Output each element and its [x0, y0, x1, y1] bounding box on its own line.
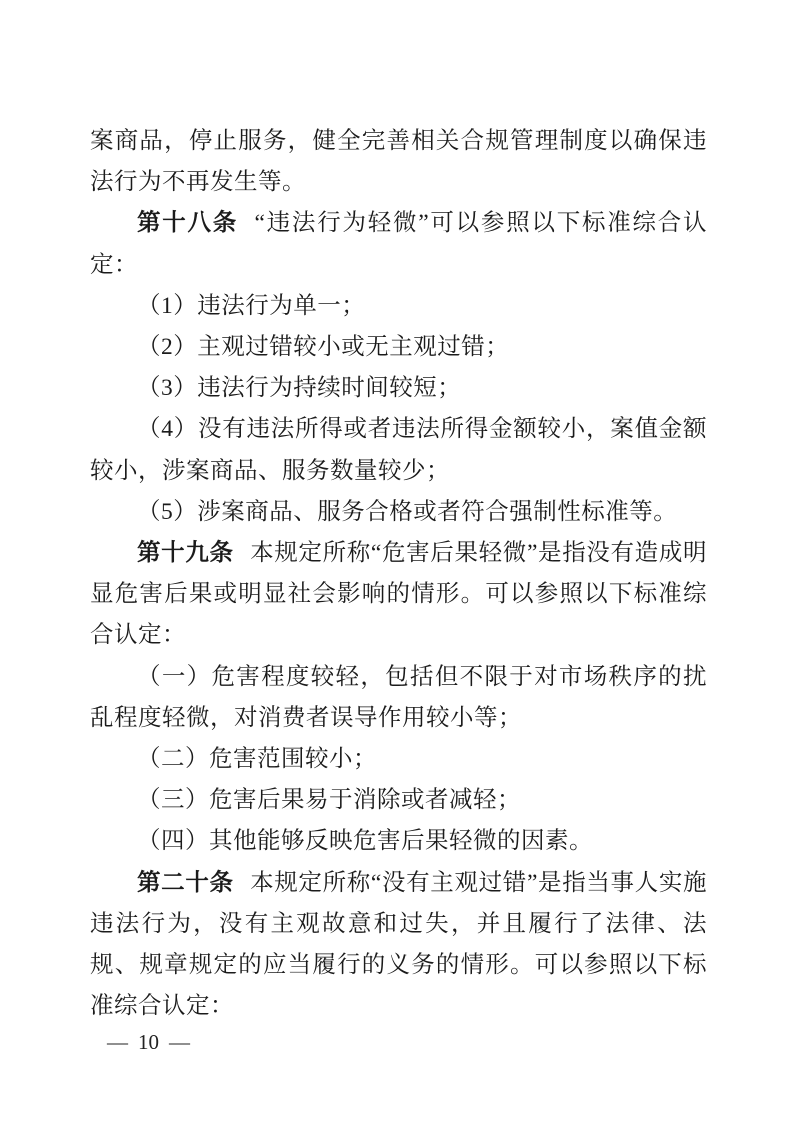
article-19-item-2 [90, 739, 707, 780]
item-text: （四）其他能够反映危害后果轻微的因素。 [137, 828, 593, 855]
page-footer [97, 1028, 200, 1056]
footer-left-dash: — [107, 1030, 128, 1054]
article-19-label: 第十九条 [137, 540, 234, 567]
footer-right-dash: — [169, 1030, 190, 1054]
item-text: （2）主观过错较小或无主观过错； [137, 334, 510, 361]
article-19-item-1 [90, 657, 707, 739]
item-text: （三）危害后果易于消除或者减轻； [137, 787, 521, 814]
article-18-item-4 [90, 409, 707, 491]
article-19-heading [90, 533, 707, 657]
article-18-item-2 [90, 327, 707, 368]
article-19-text: 本规定所称“危害后果轻微”是指没有造成明显危害后果或明显社会影响的情形。可以参照以下标准综合认定： [90, 540, 708, 649]
paragraph-continuation [90, 121, 707, 203]
article-18-item-3 [90, 368, 707, 409]
article-19-item-4 [90, 821, 707, 862]
paragraph-text: 案商品，停止服务，健全完善相关合规管理制度以确保违法行为不再发生等。 [90, 128, 707, 196]
item-text: （5）涉案商品、服务合格或者符合强制性标准等。 [137, 498, 678, 525]
item-text: （二）危害范围较小； [137, 746, 377, 773]
item-text: （一）危害程度较轻，包括但不限于对市场秩序的扰乱程度轻微，对消费者误导作用较小等； [90, 663, 707, 731]
article-20-text: 本规定所称“没有主观过错”是指当事人实施违法行为，没有主观故意和过失，并且履行了法律、法规、规章规定的应当履行的义务的情形。可以参照以下标准综合认定： [90, 869, 708, 1020]
document-body [90, 121, 707, 1027]
article-18-heading [90, 203, 707, 285]
article-19-item-3 [90, 780, 707, 821]
article-18-label: 第十八条 [137, 210, 239, 237]
article-20-heading [90, 863, 707, 1028]
article-18-text: “违法行为轻微”可以参照以下标准综合认定： [90, 210, 707, 278]
page-number: 10 [138, 1030, 159, 1054]
item-text: （4）没有违法所得或者违法所得金额较小，案值金额较小，涉案商品、服务数量较少； [90, 416, 707, 484]
article-18-item-1 [90, 286, 707, 327]
article-20-label: 第二十条 [137, 869, 234, 896]
article-18-item-5 [90, 492, 707, 533]
item-text: （3）违法行为持续时间较短； [137, 375, 462, 402]
item-text: （1）违法行为单一； [137, 292, 366, 319]
